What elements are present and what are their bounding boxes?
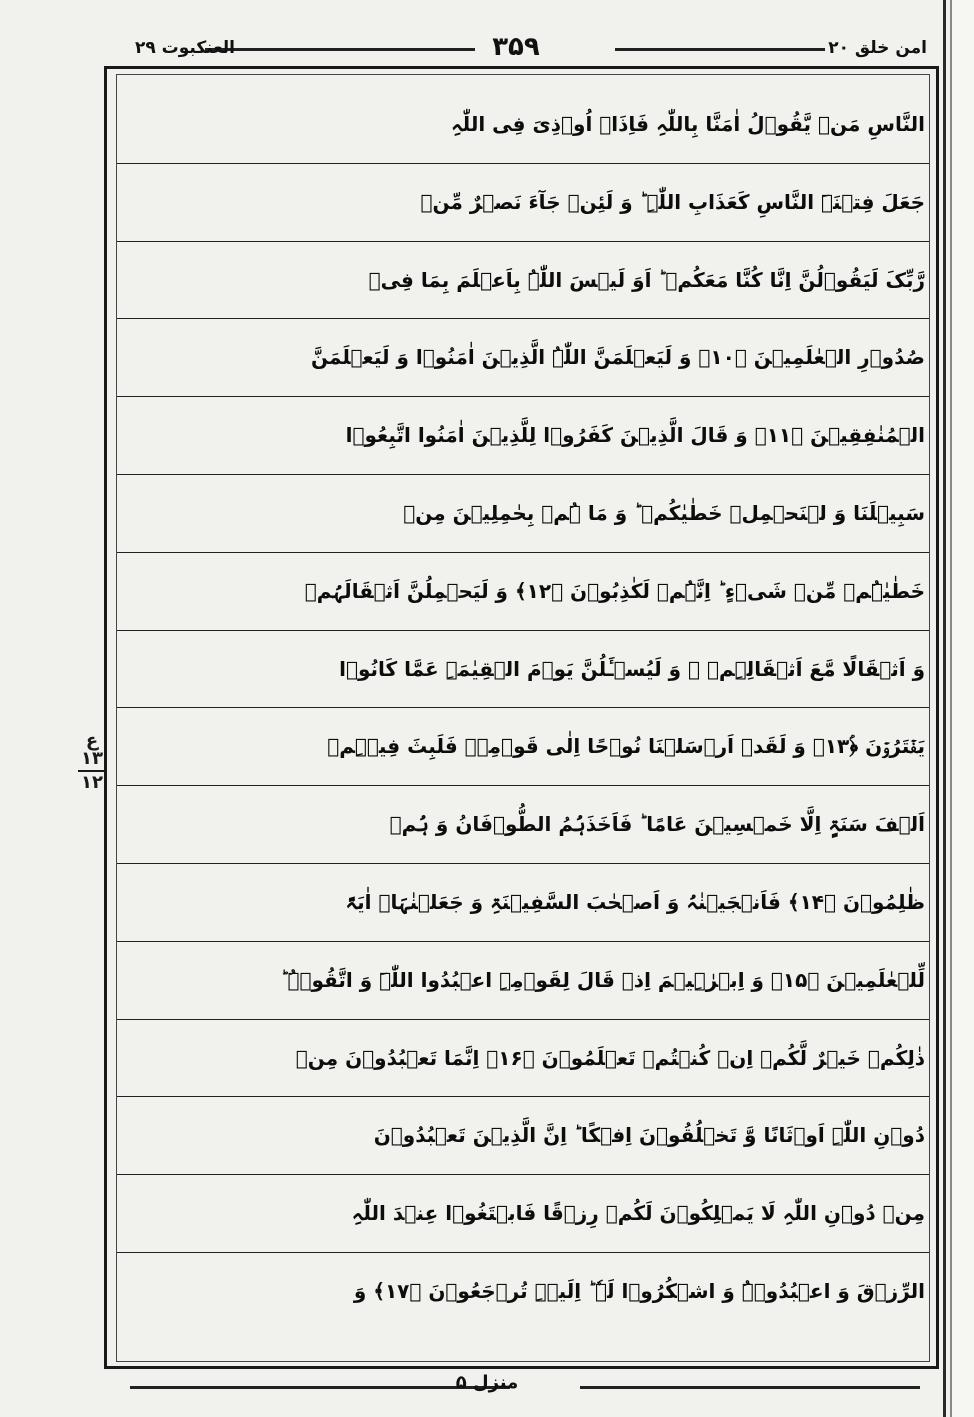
- line-text: جَعَلَ فِتۡنَۃَ النَّاسِ کَعَذَابِ اللّٰہِ ؕ وَ لَئِنۡ جَآءَ نَصۡرٌ مِّنۡ: [420, 189, 925, 214]
- para-label: امن خلق ۲۰: [828, 38, 927, 58]
- text-line: [117, 786, 929, 864]
- text-line: [117, 164, 929, 242]
- text-line: [117, 708, 929, 786]
- manzil-label: منزل ۵: [455, 1372, 519, 1393]
- surah-label: العنکبوت ۲۹: [135, 38, 235, 58]
- line-text: لِّلۡعٰلَمِیۡنَ ﴿۱۵﴾ وَ اِبۡرٰہِیۡمَ اِذۡ قَالَ لِقَوۡمِہِ اعۡبُدُوا اللّٰہَ وَ اتَّقُوۡہُ ؕ: [280, 967, 925, 992]
- line-text: ظٰلِمُوۡنَ ﴿۱۴﴾ فَاَنۡجَیۡنٰہُ وَ اَصۡحٰبَ السَّفِیۡنَۃِ وَ جَعَلۡنٰہَاۤ اٰیَۃً: [345, 889, 925, 914]
- line-text: ذٰلِکُمۡ خَیۡرٌ لَّکُمۡ اِنۡ کُنۡتُمۡ تَعۡلَمُوۡنَ ﴿۱۶﴾ اِنَّمَا تَعۡبُدُوۡنَ مِنۡ: [295, 1045, 925, 1070]
- line-text: دُوۡنِ اللّٰہِ اَوۡثَانًا وَّ تَخۡلُقُوۡنَ اِفۡکًا ؕ اِنَّ الَّذِیۡنَ تَعۡبُدُوۡنَ: [373, 1123, 925, 1148]
- line-text: یَفۡتَرُوۡنَ ﴿ؑ۱۳﴾ وَ لَقَدۡ اَرۡسَلۡنَا نُوۡحًا اِلٰی قَوۡمِہٖ فَلَبِثَ فِیۡہِمۡ: [327, 734, 925, 759]
- text-line: [117, 319, 929, 397]
- page-number: ۳۵۹: [492, 32, 540, 62]
- line-text: الۡمُنٰفِقِیۡنَ ﴿۱۱﴾ وَ قَالَ الَّذِیۡنَ کَفَرُوۡا لِلَّذِیۡنَ اٰمَنُوا اتَّبِعُوۡا: [345, 423, 925, 448]
- text-line: [117, 631, 929, 709]
- text-line: [117, 397, 929, 475]
- text-line: [117, 242, 929, 320]
- text-line: [117, 475, 929, 553]
- line-text: مِنۡ دُوۡنِ اللّٰہِ لَا یَمۡلِکُوۡنَ لَکُمۡ رِزۡقًا فَابۡتَغُوۡا عِنۡدَ اللّٰہِ: [351, 1201, 925, 1226]
- ruku-number: ۱۳: [81, 748, 103, 769]
- line-text: صُدُوۡرِ الۡعٰلَمِیۡنَ ﴿۱۰﴾ وَ لَیَعۡلَمَنَّ اللّٰہُ الَّذِیۡنَ اٰمَنُوۡا وَ لَیَعۡلَمَنَّ: [310, 345, 925, 370]
- text-line: [117, 1097, 929, 1175]
- text-line: [117, 86, 929, 164]
- line-text: النَّاسِ مَنۡ یَّقُوۡلُ اٰمَنَّا بِاللّٰہِ فَاِذَاۤ اُوۡذِیَ فِی اللّٰہِ: [450, 112, 925, 136]
- line-text: اَلۡفَ سَنَۃٍ اِلَّا خَمۡسِیۡنَ عَامًا ؕ فَاَخَذَہُمُ الطُّوۡفَانُ وَ ہُمۡ: [389, 812, 925, 837]
- text-line: [117, 942, 929, 1020]
- binding-line: [943, 0, 946, 1417]
- line-text: وَ اَثۡقَالًا مَّعَ اَثۡقَالِہِمۡ ۫ وَ لَیُسۡـَٔلُنَّ یَوۡمَ الۡقِیٰمَۃِ عَمَّا کَانُوۡا: [339, 656, 925, 681]
- page-header: [95, 32, 937, 62]
- ruku-verse-count: ۱۲: [81, 772, 103, 793]
- page-edge: [952, 0, 974, 1417]
- ruku-sign: ع: [85, 730, 99, 751]
- line-text: رَّبِّکَ لَیَقُوۡلُنَّ اِنَّا کُنَّا مَعَکُمۡ ؕ اَوَ لَیۡسَ اللّٰہُ بِاَعۡلَمَ بِمَا فِیۡ: [368, 267, 925, 292]
- line-text: سَبِیۡلَنَا وَ لۡنَحۡمِلۡ خَطٰیٰکُمۡ ؕ وَ مَا ہُمۡ بِحٰمِلِیۡنَ مِنۡ: [403, 500, 925, 525]
- line-text: الرِّزۡقَ وَ اعۡبُدُوۡہُ وَ اشۡکُرُوۡا لَہٗ ؕ اِلَیۡہِ تُرۡجَعُوۡنَ ﴿۱۷﴾ وَ: [353, 1278, 925, 1303]
- line-text: خَطٰیٰہُمۡ مِّنۡ شَیۡءٍ ؕ اِنَّہُمۡ لَکٰذِبُوۡنَ ﴿۱۲﴾ وَ لَیَحۡمِلُنَّ اَثۡقَالَہُمۡ: [304, 578, 925, 603]
- text-line: [117, 864, 929, 942]
- text-line: [117, 1020, 929, 1098]
- page-footer: [0, 1372, 974, 1408]
- ruku-marker: [74, 726, 110, 798]
- text-line: [117, 553, 929, 631]
- text-line: [117, 1253, 929, 1331]
- verse-lines: [117, 86, 929, 1331]
- text-line: [117, 1175, 929, 1253]
